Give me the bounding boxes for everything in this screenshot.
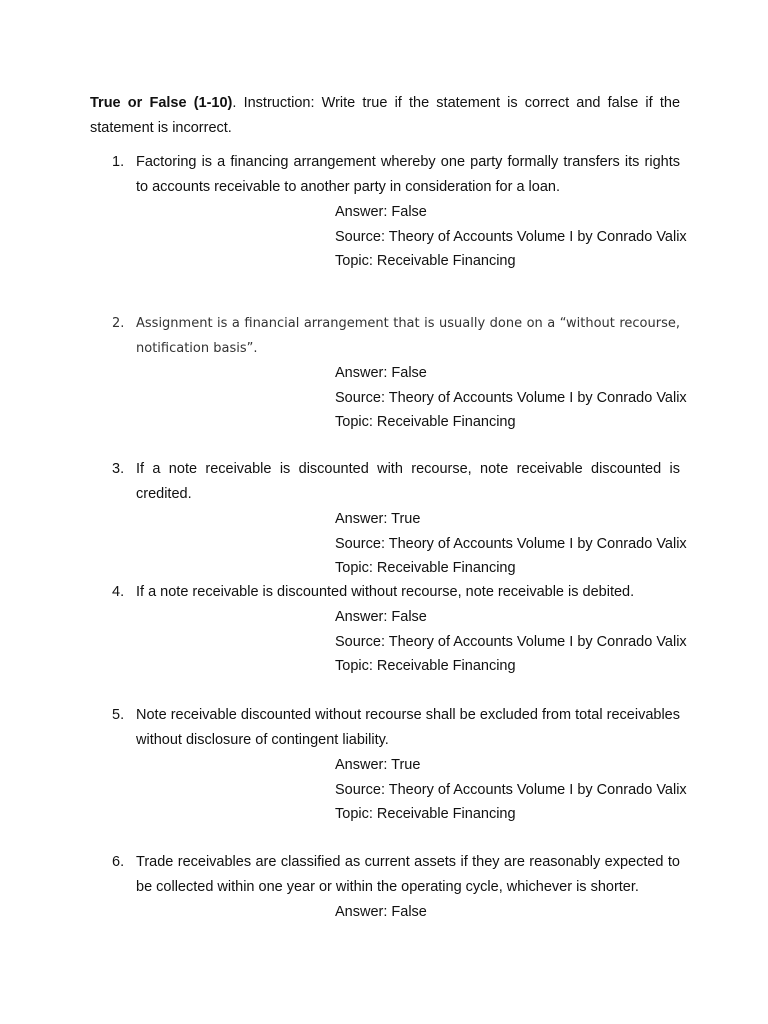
- question-number: 2.: [112, 316, 125, 331]
- topic-line: Topic: Receivable Financing: [335, 253, 516, 269]
- section-title: True or False (1-10): [90, 95, 233, 111]
- question-item-4: [90, 580, 687, 679]
- topic-line: Topic: Receivable Financing: [335, 658, 516, 674]
- question-statement: Note receivable discounted without recourse shall be excluded from total receivables without disclosure of contingent liability.: [136, 707, 680, 748]
- source-line: Source: Theory of Accounts Volume I by Conrado Valix: [335, 228, 687, 245]
- answer-line: Answer: False: [335, 609, 427, 625]
- question-item-1: [90, 150, 687, 274]
- answer-line: Answer: True: [335, 757, 421, 773]
- question-number: 3.: [112, 461, 125, 477]
- answer-line: Answer: True: [335, 511, 421, 527]
- topic-line: Topic: Receivable Financing: [335, 414, 516, 430]
- question-item-2: [90, 311, 687, 435]
- source-line: Source: Theory of Accounts Volume I by Conrado Valix: [335, 535, 687, 552]
- question-number: 5.: [112, 707, 125, 723]
- source-line: Source: Theory of Accounts Volume I by Conrado Valix: [335, 633, 687, 650]
- answer-line: Answer: False: [335, 365, 427, 381]
- topic-line: Topic: Receivable Financing: [335, 806, 516, 822]
- question-statement: Factoring is a financing arrangement whereby one party formally transfers its rights to accounts receivable to another party in consideration for a loan.: [136, 154, 680, 195]
- question-item-5: [90, 703, 687, 827]
- question-statement: If a note receivable is discounted with recourse, note receivable discounted is credited.: [136, 461, 680, 502]
- question-statement: Trade receivables are classified as current assets if they are reasonably expected to be collected within one year or within the operating cycle, whichever is shorter.: [136, 854, 680, 895]
- question-number: 4.: [112, 584, 125, 600]
- question-statement: Assignment is a financial arrangement that is usually done on a “without recourse, notification basis”.: [136, 316, 680, 356]
- source-line: Source: Theory of Accounts Volume I by Conrado Valix: [335, 389, 687, 406]
- question-item-6: [90, 850, 680, 925]
- instruction-text: . Instruction: Write true if the statement is correct and false if the statement is incorrect.: [90, 95, 681, 136]
- question-item-3: [90, 457, 687, 581]
- answer-line: Answer: False: [335, 904, 427, 920]
- topic-line: Topic: Receivable Financing: [335, 560, 516, 576]
- question-statement: If a note receivable is discounted without recourse, note receivable is debited.: [136, 584, 635, 600]
- answer-line: Answer: False: [335, 204, 427, 220]
- question-number: 6.: [112, 854, 125, 870]
- question-number: 1.: [112, 154, 125, 170]
- source-line: Source: Theory of Accounts Volume I by Conrado Valix: [335, 781, 687, 798]
- instructions-paragraph: [90, 91, 680, 141]
